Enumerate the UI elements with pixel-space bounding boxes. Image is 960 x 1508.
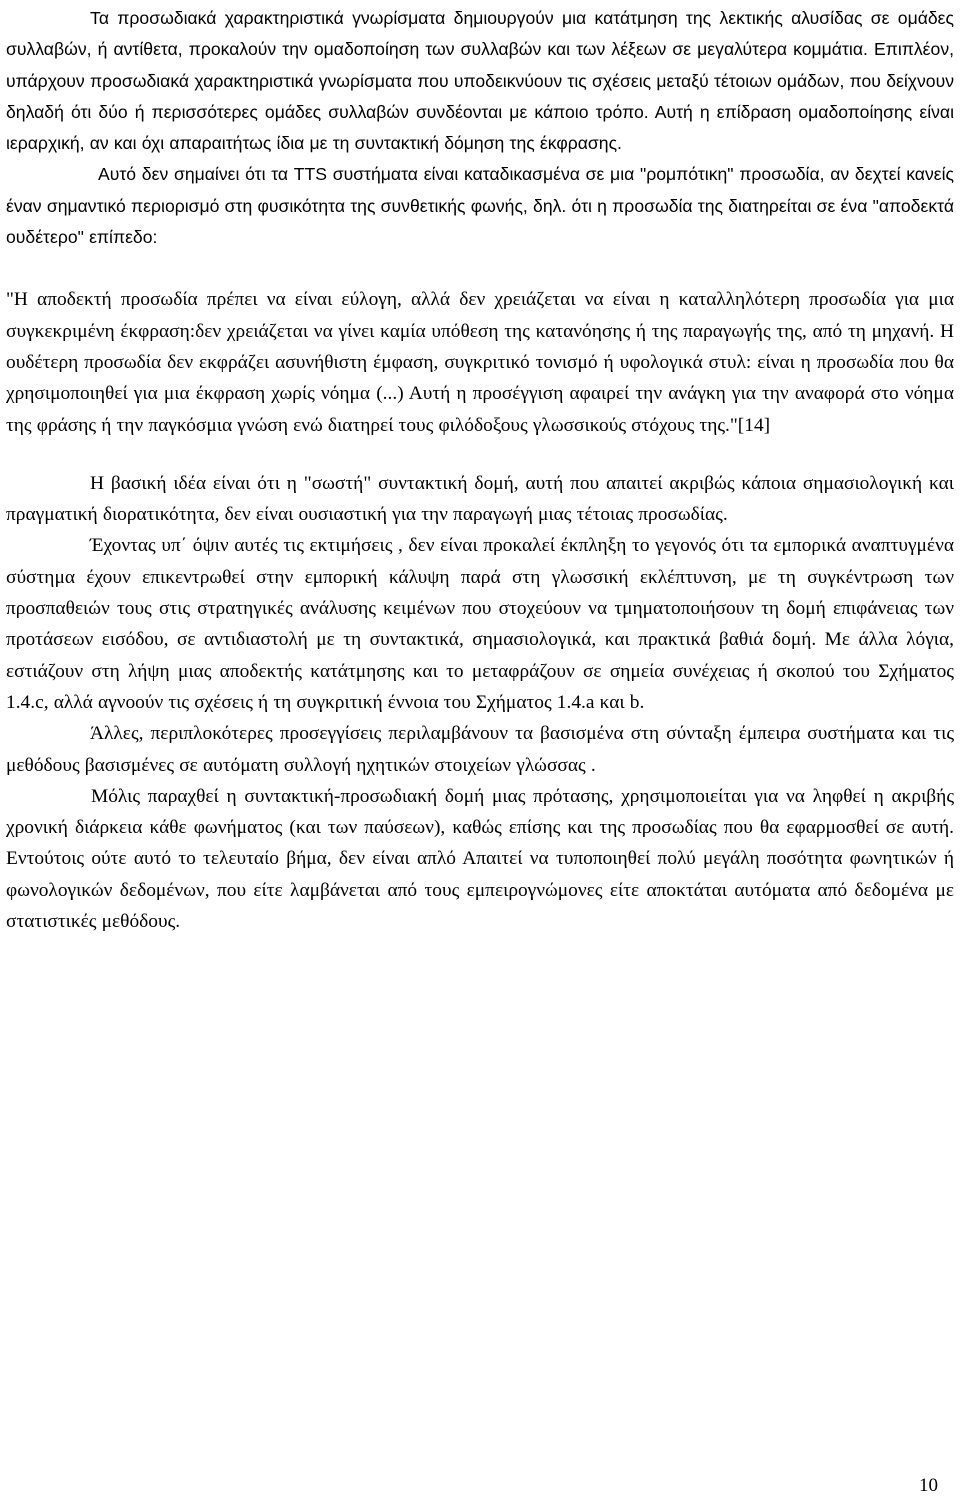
paragraph-quote: "Η αποδεκτή προσωδία πρέπει να είναι εύλογη, αλλά δεν χρειάζεται να είναι η καταλληλότερη προσωδία για μια συγκεκριμένη έκφραση:δεν χρειάζεται να γίνει καμία υπόθεση της κατανόησης ή της παραγωγής της, από τη μηχανή. Η ουδέτερη προσωδία δεν εκφράζει ασυνήθιστη έμφαση, συγκριτικό τονισμό ή υφολογικά στυλ: είναι η προσωδία που θα χρησιμοποιηθεί για μια έκφραση χωρίς νόημα (...) Αυτή η προσέγγιση αφαιρεί την ανάγκη για την αναφορά στο νόημα της φράσης ή την παγκόσμια γνώση ενώ διατηρεί τους φιλόδοξους γλωσσικούς στόχους της."[14] (6, 289, 954, 436)
spacer (6, 441, 954, 468)
paragraph-tts-systems: Αυτό δεν σημαίνει ότι τα TTS συστήματα είναι καταδικασμένα σε μια "ρομπότικη" προσωδία, αν δεχτεί κανείς έναν σημαντικό περιορισμό στη φυσικότητα της συνθετικής φωνής, δηλ. ότι η προσωδία της διατηρείται σε ένα "αποδεκτά ουδέτερο" επίπεδο: (6, 164, 954, 248)
page-number: 10 (919, 1475, 938, 1496)
paragraph-duration-prosody: Μόλις παραχθεί η συντακτική-προσωδιακή δομή μιας πρότασης, χρησιμοποιείται για να ληφθεί η ακριβής χρονική διάρκεια κάθε φωνήματος (και των παύσεων), καθώς επίσης και της προσωδίας που θα εφαρμοσθεί σε αυτή. Εντούτοις ούτε αυτό το τελευταίο βήμα, δεν είναι απλό Απαιτεί να τυποποιηθεί πολύ μεγάλη ποσότητα φωνητικών ή φωνολογικών δεδομένων, που είτε λαμβάνεται από τους εμπειρογνώμονες είτε αποκτάται αυτόματα από δεδομένα με στατιστικές μεθόδους. (6, 785, 954, 933)
paragraph-basic-idea: Η βασική ιδέα είναι ότι η "σωστή" συντακτική δομή, αυτή που απαιτεί ακριβώς κάποια σημασιολογική και πραγματική διορατικότητα, δεν είναι ουσιαστική για την παραγωγή μιας τέτοιας προσωδίας. (6, 472, 954, 526)
paragraph-other-approaches: Άλλες, περιπλοκότερες προσεγγίσεις περιλαμβάνουν τα βασισμένα στη σύνταξη έμπειρα συστήματα και τις μεθόδους βασισμένες σε αυτόματη συλλογή ηχητικών στοιχείων γλώσσας . (6, 723, 954, 776)
paragraph-commercial-systems: Έχοντας υπ΄ όψιν αυτές τις εκτιμήσεις , δεν είναι προκαλεί έκπληξη το γεγονός ότι τα εμπορικά αναπτυγμένα σύστημα έχουν επικεντρωθεί στην εμπορική κάλυψη παρά στη γλωσσική εκλέπτυνση, με τη συγκέντρωση των προσπαθειών τους στις στρατηγικές ανάλυσης κειμένων που στοχεύουν να τμηματοποιήσουν τη δομή επιφάνειας των προτάσεων εισόδου, σε αντιδιαστολή με τη συντακτικά, σημασιολογικά, και πρακτικά βαθιά δομή. Με άλλα λόγια, εστιάζουν στη λήψη μιας αποδεκτής κατάτμησης και το μεταφράζουν σε σημεία συνέχειας ή σκοπού του Σχήματος 1.4.c, αλλά αγνοούν τις σχέσεις ή τη συγκριτική έννοια του Σχήματος 1.4.a και b. (6, 535, 954, 713)
paragraph-prosodic-features: Τα προσωδιακά χαρακτηριστικά γνωρίσματα δημιουργούν μια κατάτμηση της λεκτικής αλυσίδας σε ομάδες συλλαβών, ή αντίθετα, προκαλούν την ομαδοποίηση των συλλαβών και των λέξεων σε μεγαλύτερα κομμάτια. Επιπλέον, υπάρχουν προσωδιακά χαρακτηριστικά γνωρίσματα που υποδεικνύουν τις σχέσεις μεταξύ τέτοιων ομάδων, που δείχνουν δηλαδή ότι δύο ή περισσότερες ομάδες συλλαβών συνδέονται με κάποιο τρόπο. Αυτή η επίδραση ομαδοποίησης είναι ιεραρχική, αν και όχι απαραιτήτως ίδια με τη συντακτική δόμηση της έκφρασης. (6, 8, 954, 154)
spacer (6, 253, 954, 284)
